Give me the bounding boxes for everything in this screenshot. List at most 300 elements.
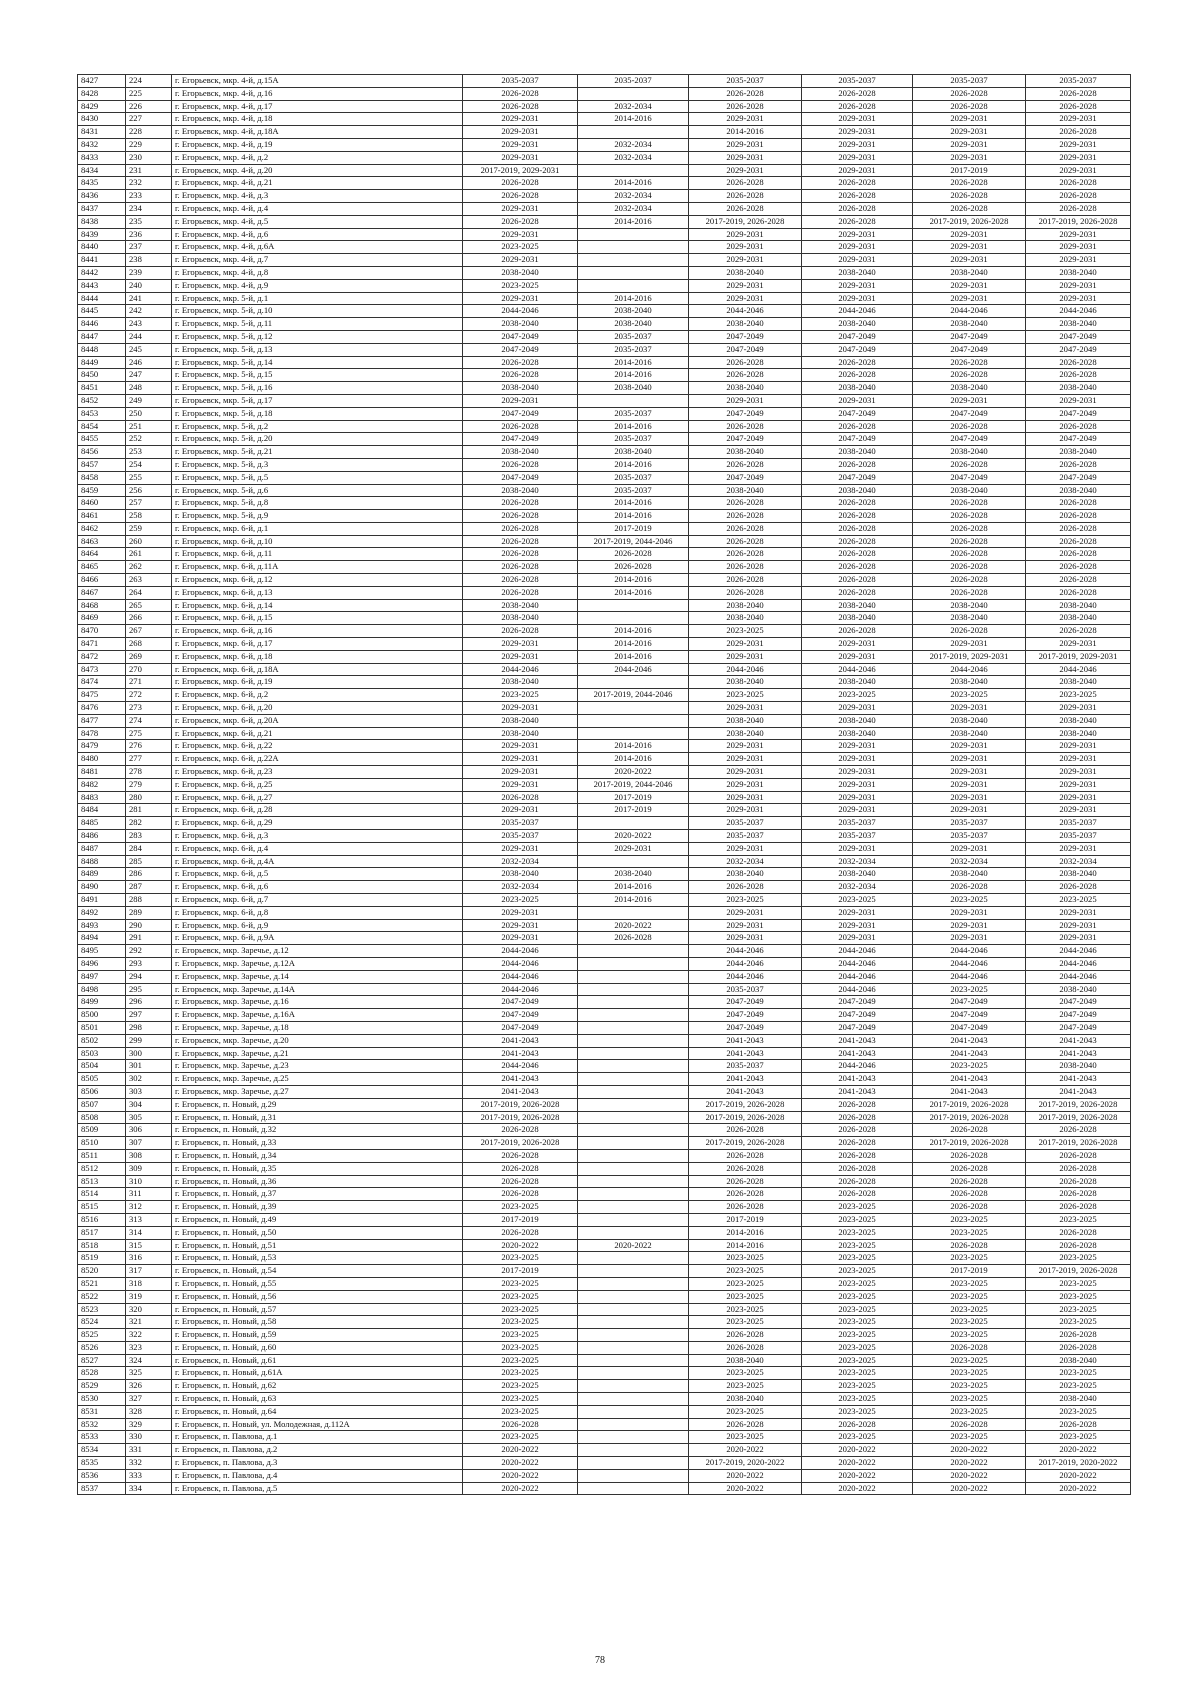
period-5-cell: 2038-2040	[913, 727, 1026, 740]
period-4-cell: 2026-2028	[802, 497, 913, 510]
table-row	[78, 727, 1131, 740]
period-2-cell: 2014-2016	[578, 113, 689, 126]
period-1-cell: 2023-2025	[463, 1341, 578, 1354]
period-5-cell: 2047-2049	[913, 1021, 1026, 1034]
period-6-cell: 2023-2025	[1026, 1367, 1131, 1380]
period-2-cell	[578, 1124, 689, 1137]
period-4-cell: 2026-2028	[802, 1111, 913, 1124]
row-id-cell: 8527	[78, 1354, 126, 1367]
table-row	[78, 394, 1131, 407]
period-4-cell: 2029-2031	[802, 842, 913, 855]
period-3-cell: 2029-2031	[689, 650, 802, 663]
period-3-cell: 2035-2037	[689, 830, 802, 843]
period-2-cell	[578, 1021, 689, 1034]
period-3-cell: 2026-2028	[689, 535, 802, 548]
period-5-cell: 2026-2028	[913, 87, 1026, 100]
address-cell: г. Егорьевск, п. Новый, д.55	[172, 1277, 463, 1290]
period-6-cell: 2047-2049	[1026, 1021, 1131, 1034]
period-3-cell: 2026-2028	[689, 420, 802, 433]
period-3-cell: 2035-2037	[689, 75, 802, 88]
period-3-cell: 2044-2046	[689, 663, 802, 676]
period-5-cell: 2026-2028	[913, 1418, 1026, 1431]
period-2-cell: 2026-2028	[578, 561, 689, 574]
period-2-cell: 2032-2034	[578, 190, 689, 203]
period-3-cell: 2017-2019	[689, 1213, 802, 1226]
row-id-cell: 8462	[78, 522, 126, 535]
period-5-cell: 2023-2025	[913, 1226, 1026, 1239]
item-number-cell: 290	[126, 919, 172, 932]
period-5-cell: 2044-2046	[913, 305, 1026, 318]
period-3-cell: 2035-2037	[689, 983, 802, 996]
period-5-cell: 2038-2040	[913, 484, 1026, 497]
period-6-cell: 2041-2043	[1026, 1085, 1131, 1098]
table-row	[78, 497, 1131, 510]
period-5-cell: 2029-2031	[913, 932, 1026, 945]
period-1-cell: 2038-2040	[463, 382, 578, 395]
period-3-cell: 2044-2046	[689, 945, 802, 958]
period-4-cell: 2023-2025	[802, 1405, 913, 1418]
period-4-cell: 2026-2028	[802, 1149, 913, 1162]
table-row	[78, 1137, 1131, 1150]
period-3-cell: 2023-2025	[689, 1277, 802, 1290]
period-3-cell: 2029-2031	[689, 740, 802, 753]
period-1-cell: 2038-2040	[463, 727, 578, 740]
period-3-cell: 2032-2034	[689, 855, 802, 868]
item-number-cell: 264	[126, 586, 172, 599]
period-1-cell: 2047-2049	[463, 433, 578, 446]
period-4-cell: 2026-2028	[802, 561, 913, 574]
period-5-cell: 2023-2025	[913, 1060, 1026, 1073]
row-id-cell: 8458	[78, 471, 126, 484]
row-id-cell: 8513	[78, 1175, 126, 1188]
period-5-cell: 2026-2028	[913, 574, 1026, 587]
period-4-cell: 2029-2031	[802, 650, 913, 663]
period-5-cell: 2038-2040	[913, 318, 1026, 331]
row-id-cell: 8478	[78, 727, 126, 740]
address-cell: г. Егорьевск, мкр. Заречье, д.16	[172, 996, 463, 1009]
period-6-cell: 2026-2028	[1026, 586, 1131, 599]
period-1-cell: 2038-2040	[463, 446, 578, 459]
period-6-cell: 2038-2040	[1026, 868, 1131, 881]
period-1-cell: 2044-2046	[463, 945, 578, 958]
period-2-cell: 2038-2040	[578, 446, 689, 459]
period-3-cell: 2026-2028	[689, 1329, 802, 1342]
table-row	[78, 753, 1131, 766]
period-2-cell: 2017-2019	[578, 804, 689, 817]
period-1-cell: 2026-2028	[463, 586, 578, 599]
period-6-cell: 2023-2025	[1026, 1316, 1131, 1329]
period-1-cell: 2029-2031	[463, 202, 578, 215]
period-5-cell: 2020-2022	[913, 1469, 1026, 1482]
period-4-cell: 2026-2028	[802, 1098, 913, 1111]
period-1-cell: 2023-2025	[463, 1367, 578, 1380]
period-6-cell: 2029-2031	[1026, 241, 1131, 254]
period-2-cell	[578, 1060, 689, 1073]
period-1-cell: 2038-2040	[463, 266, 578, 279]
period-3-cell: 2038-2040	[689, 612, 802, 625]
period-4-cell: 2023-2025	[802, 1201, 913, 1214]
period-3-cell: 2026-2028	[689, 1162, 802, 1175]
period-3-cell: 2026-2028	[689, 1188, 802, 1201]
period-5-cell: 2047-2049	[913, 1009, 1026, 1022]
address-cell: г. Егорьевск, мкр. 6-й, д.7	[172, 894, 463, 907]
item-number-cell: 256	[126, 484, 172, 497]
item-number-cell: 239	[126, 266, 172, 279]
table-row	[78, 279, 1131, 292]
period-6-cell: 2038-2040	[1026, 446, 1131, 459]
period-1-cell: 2041-2043	[463, 1034, 578, 1047]
table-row	[78, 1329, 1131, 1342]
period-4-cell: 2023-2025	[802, 1367, 913, 1380]
period-1-cell: 2029-2031	[463, 842, 578, 855]
table-row	[78, 894, 1131, 907]
item-number-cell: 237	[126, 241, 172, 254]
period-2-cell: 2038-2040	[578, 382, 689, 395]
period-5-cell: 2017-2019, 2026-2028	[913, 1111, 1026, 1124]
period-6-cell: 2044-2046	[1026, 957, 1131, 970]
row-id-cell: 8501	[78, 1021, 126, 1034]
table-row	[78, 535, 1131, 548]
period-3-cell: 2026-2028	[689, 881, 802, 894]
row-id-cell: 8450	[78, 369, 126, 382]
address-cell: г. Егорьевск, мкр. Заречье, д.16А	[172, 1009, 463, 1022]
item-number-cell: 306	[126, 1124, 172, 1137]
row-id-cell: 8534	[78, 1444, 126, 1457]
table-row	[78, 382, 1131, 395]
period-4-cell: 2029-2031	[802, 292, 913, 305]
address-cell: г. Егорьевск, п. Новый, д.62	[172, 1380, 463, 1393]
row-id-cell: 8473	[78, 663, 126, 676]
period-2-cell	[578, 1354, 689, 1367]
row-id-cell: 8497	[78, 970, 126, 983]
row-id-cell: 8466	[78, 574, 126, 587]
period-6-cell: 2029-2031	[1026, 740, 1131, 753]
item-number-cell: 291	[126, 932, 172, 945]
item-number-cell: 280	[126, 791, 172, 804]
table-row	[78, 791, 1131, 804]
period-3-cell: 2026-2028	[689, 574, 802, 587]
row-id-cell: 8506	[78, 1085, 126, 1098]
period-3-cell: 2038-2040	[689, 676, 802, 689]
row-id-cell: 8429	[78, 100, 126, 113]
address-cell: г. Егорьевск, п. Новый, д.57	[172, 1303, 463, 1316]
address-cell: г. Егорьевск, п. Павлова, д.5	[172, 1482, 463, 1495]
period-3-cell: 2029-2031	[689, 842, 802, 855]
period-1-cell: 2044-2046	[463, 957, 578, 970]
period-6-cell: 2038-2040	[1026, 266, 1131, 279]
row-id-cell: 8502	[78, 1034, 126, 1047]
period-2-cell	[578, 1316, 689, 1329]
period-2-cell	[578, 241, 689, 254]
row-id-cell: 8492	[78, 906, 126, 919]
address-cell: г. Егорьевск, мкр. 5-й, д.8	[172, 497, 463, 510]
period-6-cell: 2026-2028	[1026, 1201, 1131, 1214]
period-5-cell: 2038-2040	[913, 676, 1026, 689]
period-2-cell: 2020-2022	[578, 766, 689, 779]
table-row	[78, 113, 1131, 126]
period-6-cell: 2035-2037	[1026, 817, 1131, 830]
period-3-cell: 2020-2022	[689, 1482, 802, 1495]
period-1-cell: 2020-2022	[463, 1239, 578, 1252]
address-cell: г. Егорьевск, мкр. 6-й, д.11	[172, 548, 463, 561]
table-row	[78, 202, 1131, 215]
period-5-cell: 2038-2040	[913, 868, 1026, 881]
address-cell: г. Егорьевск, п. Новый, д.53	[172, 1252, 463, 1265]
item-number-cell: 319	[126, 1290, 172, 1303]
item-number-cell: 308	[126, 1149, 172, 1162]
address-cell: г. Егорьевск, мкр. 6-й, д.16	[172, 625, 463, 638]
row-id-cell: 8482	[78, 778, 126, 791]
period-2-cell: 2014-2016	[578, 510, 689, 523]
period-1-cell: 2026-2028	[463, 510, 578, 523]
period-5-cell: 2029-2031	[913, 842, 1026, 855]
period-1-cell: 2023-2025	[463, 279, 578, 292]
period-1-cell: 2026-2028	[463, 548, 578, 561]
row-id-cell: 8498	[78, 983, 126, 996]
item-number-cell: 246	[126, 356, 172, 369]
period-6-cell: 2026-2028	[1026, 535, 1131, 548]
period-3-cell: 2029-2031	[689, 254, 802, 267]
period-1-cell: 2035-2037	[463, 75, 578, 88]
row-id-cell: 8436	[78, 190, 126, 203]
period-1-cell: 2026-2028	[463, 458, 578, 471]
period-5-cell: 2026-2028	[913, 458, 1026, 471]
period-2-cell: 2014-2016	[578, 894, 689, 907]
period-5-cell: 2017-2019, 2026-2028	[913, 1098, 1026, 1111]
table-row	[78, 1085, 1131, 1098]
period-6-cell: 2038-2040	[1026, 318, 1131, 331]
row-id-cell: 8518	[78, 1239, 126, 1252]
period-3-cell: 2038-2040	[689, 1354, 802, 1367]
period-2-cell	[578, 727, 689, 740]
item-number-cell: 261	[126, 548, 172, 561]
period-6-cell: 2044-2046	[1026, 305, 1131, 318]
row-id-cell: 8505	[78, 1073, 126, 1086]
row-id-cell: 8509	[78, 1124, 126, 1137]
item-number-cell: 248	[126, 382, 172, 395]
period-6-cell: 2038-2040	[1026, 1354, 1131, 1367]
period-4-cell: 2020-2022	[802, 1482, 913, 1495]
period-1-cell: 2047-2049	[463, 1021, 578, 1034]
item-number-cell: 236	[126, 228, 172, 241]
address-cell: г. Егорьевск, мкр. 6-й, д.15	[172, 612, 463, 625]
period-6-cell: 2047-2049	[1026, 330, 1131, 343]
address-cell: г. Егорьевск, мкр. 5-й, д.15	[172, 369, 463, 382]
period-2-cell	[578, 228, 689, 241]
period-6-cell: 2029-2031	[1026, 702, 1131, 715]
schedule-table	[77, 74, 1131, 1495]
address-cell: г. Егорьевск, мкр. 4-й, д.5	[172, 215, 463, 228]
row-id-cell: 8499	[78, 996, 126, 1009]
row-id-cell: 8442	[78, 266, 126, 279]
period-2-cell	[578, 1277, 689, 1290]
period-4-cell: 2026-2028	[802, 100, 913, 113]
item-number-cell: 243	[126, 318, 172, 331]
period-3-cell: 2047-2049	[689, 1009, 802, 1022]
period-4-cell: 2035-2037	[802, 817, 913, 830]
item-number-cell: 313	[126, 1213, 172, 1226]
period-4-cell: 2047-2049	[802, 330, 913, 343]
period-2-cell	[578, 970, 689, 983]
period-4-cell: 2026-2028	[802, 510, 913, 523]
period-1-cell: 2029-2031	[463, 766, 578, 779]
period-1-cell: 2023-2025	[463, 1393, 578, 1406]
period-6-cell: 2029-2031	[1026, 113, 1131, 126]
period-4-cell: 2047-2049	[802, 407, 913, 420]
period-3-cell: 2029-2031	[689, 804, 802, 817]
address-cell: г. Егорьевск, мкр. 6-й, д.29	[172, 817, 463, 830]
period-1-cell: 2026-2028	[463, 1188, 578, 1201]
period-3-cell: 2026-2028	[689, 1124, 802, 1137]
period-3-cell: 2029-2031	[689, 138, 802, 151]
period-1-cell: 2026-2028	[463, 356, 578, 369]
item-number-cell: 323	[126, 1341, 172, 1354]
row-id-cell: 8463	[78, 535, 126, 548]
period-2-cell: 2014-2016	[578, 753, 689, 766]
row-id-cell: 8523	[78, 1303, 126, 1316]
period-5-cell: 2047-2049	[913, 330, 1026, 343]
item-number-cell: 269	[126, 650, 172, 663]
period-4-cell: 2029-2031	[802, 394, 913, 407]
item-number-cell: 235	[126, 215, 172, 228]
address-cell: г. Егорьевск, мкр. 4-й, д.9	[172, 279, 463, 292]
table-row	[78, 625, 1131, 638]
period-4-cell: 2023-2025	[802, 1290, 913, 1303]
period-1-cell: 2047-2049	[463, 343, 578, 356]
period-5-cell: 2041-2043	[913, 1085, 1026, 1098]
period-3-cell: 2026-2028	[689, 356, 802, 369]
period-2-cell	[578, 126, 689, 139]
row-id-cell: 8487	[78, 842, 126, 855]
row-id-cell: 8525	[78, 1329, 126, 1342]
period-3-cell: 2047-2049	[689, 407, 802, 420]
period-3-cell: 2044-2046	[689, 970, 802, 983]
period-1-cell: 2023-2025	[463, 1329, 578, 1342]
row-id-cell: 8480	[78, 753, 126, 766]
period-6-cell: 2017-2019, 2026-2028	[1026, 1098, 1131, 1111]
period-5-cell: 2044-2046	[913, 957, 1026, 970]
item-number-cell: 252	[126, 433, 172, 446]
period-3-cell: 2026-2028	[689, 177, 802, 190]
row-id-cell: 8474	[78, 676, 126, 689]
period-2-cell: 2038-2040	[578, 318, 689, 331]
item-number-cell: 251	[126, 420, 172, 433]
row-id-cell: 8468	[78, 599, 126, 612]
period-5-cell: 2023-2025	[913, 1354, 1026, 1367]
period-1-cell: 2023-2025	[463, 1252, 578, 1265]
address-cell: г. Егорьевск, мкр. Заречье, д.18	[172, 1021, 463, 1034]
period-5-cell: 2047-2049	[913, 996, 1026, 1009]
period-2-cell	[578, 1047, 689, 1060]
address-cell: г. Егорьевск, мкр. 6-й, д.3	[172, 830, 463, 843]
address-cell: г. Егорьевск, мкр. 5-й, д.1	[172, 292, 463, 305]
address-cell: г. Егорьевск, п. Павлова, д.4	[172, 1469, 463, 1482]
page-number: 78	[595, 1655, 605, 1666]
period-1-cell: 2020-2022	[463, 1482, 578, 1495]
row-id-cell: 8530	[78, 1393, 126, 1406]
item-number-cell: 299	[126, 1034, 172, 1047]
table-row	[78, 1252, 1131, 1265]
period-4-cell: 2026-2028	[802, 1137, 913, 1150]
table-row	[78, 241, 1131, 254]
period-5-cell: 2026-2028	[913, 100, 1026, 113]
row-id-cell: 8435	[78, 177, 126, 190]
period-1-cell: 2026-2028	[463, 791, 578, 804]
period-1-cell: 2038-2040	[463, 599, 578, 612]
item-number-cell: 240	[126, 279, 172, 292]
table-row	[78, 970, 1131, 983]
item-number-cell: 332	[126, 1457, 172, 1470]
item-number-cell: 305	[126, 1111, 172, 1124]
row-id-cell: 8503	[78, 1047, 126, 1060]
period-4-cell: 2029-2031	[802, 906, 913, 919]
period-5-cell: 2035-2037	[913, 817, 1026, 830]
period-6-cell: 2047-2049	[1026, 471, 1131, 484]
row-id-cell: 8440	[78, 241, 126, 254]
period-3-cell: 2023-2025	[689, 1265, 802, 1278]
period-2-cell: 2014-2016	[578, 650, 689, 663]
row-id-cell: 8512	[78, 1162, 126, 1175]
row-id-cell: 8485	[78, 817, 126, 830]
period-4-cell: 2026-2028	[802, 420, 913, 433]
period-6-cell: 2038-2040	[1026, 599, 1131, 612]
period-4-cell: 2029-2031	[802, 138, 913, 151]
address-cell: г. Егорьевск, мкр. 6-й, д.20	[172, 702, 463, 715]
row-id-cell: 8504	[78, 1060, 126, 1073]
table-row	[78, 458, 1131, 471]
period-4-cell: 2029-2031	[802, 740, 913, 753]
period-3-cell: 2038-2040	[689, 1393, 802, 1406]
period-1-cell: 2026-2028	[463, 497, 578, 510]
period-5-cell: 2041-2043	[913, 1047, 1026, 1060]
table-row	[78, 407, 1131, 420]
period-2-cell	[578, 1290, 689, 1303]
period-5-cell: 2029-2031	[913, 778, 1026, 791]
row-id-cell: 8481	[78, 766, 126, 779]
period-6-cell: 2026-2028	[1026, 100, 1131, 113]
period-6-cell: 2029-2031	[1026, 932, 1131, 945]
period-6-cell: 2038-2040	[1026, 714, 1131, 727]
address-cell: г. Егорьевск, мкр. 6-й, д.2	[172, 689, 463, 702]
period-4-cell: 2020-2022	[802, 1444, 913, 1457]
period-1-cell: 2026-2028	[463, 1226, 578, 1239]
period-3-cell: 2044-2046	[689, 957, 802, 970]
period-3-cell: 2026-2028	[689, 202, 802, 215]
period-4-cell: 2047-2049	[802, 343, 913, 356]
period-2-cell: 2038-2040	[578, 305, 689, 318]
address-cell: г. Егорьевск, мкр. 6-й, д.4	[172, 842, 463, 855]
address-cell: г. Егорьевск, мкр. 5-й, д.11	[172, 318, 463, 331]
period-3-cell: 2026-2028	[689, 1175, 802, 1188]
period-5-cell: 2026-2028	[913, 1239, 1026, 1252]
period-6-cell: 2017-2019, 2026-2028	[1026, 1137, 1131, 1150]
table-row	[78, 1277, 1131, 1290]
period-5-cell: 2029-2031	[913, 279, 1026, 292]
period-1-cell: 2026-2028	[463, 522, 578, 535]
table-row	[78, 1175, 1131, 1188]
period-3-cell: 2041-2043	[689, 1085, 802, 1098]
address-cell: г. Егорьевск, мкр. Заречье, д.27	[172, 1085, 463, 1098]
period-5-cell: 2035-2037	[913, 830, 1026, 843]
period-2-cell	[578, 1265, 689, 1278]
table-row	[78, 369, 1131, 382]
period-5-cell: 2029-2031	[913, 702, 1026, 715]
period-5-cell: 2029-2031	[913, 638, 1026, 651]
item-number-cell: 320	[126, 1303, 172, 1316]
row-id-cell: 8536	[78, 1469, 126, 1482]
period-2-cell: 2038-2040	[578, 868, 689, 881]
period-5-cell: 2026-2028	[913, 202, 1026, 215]
